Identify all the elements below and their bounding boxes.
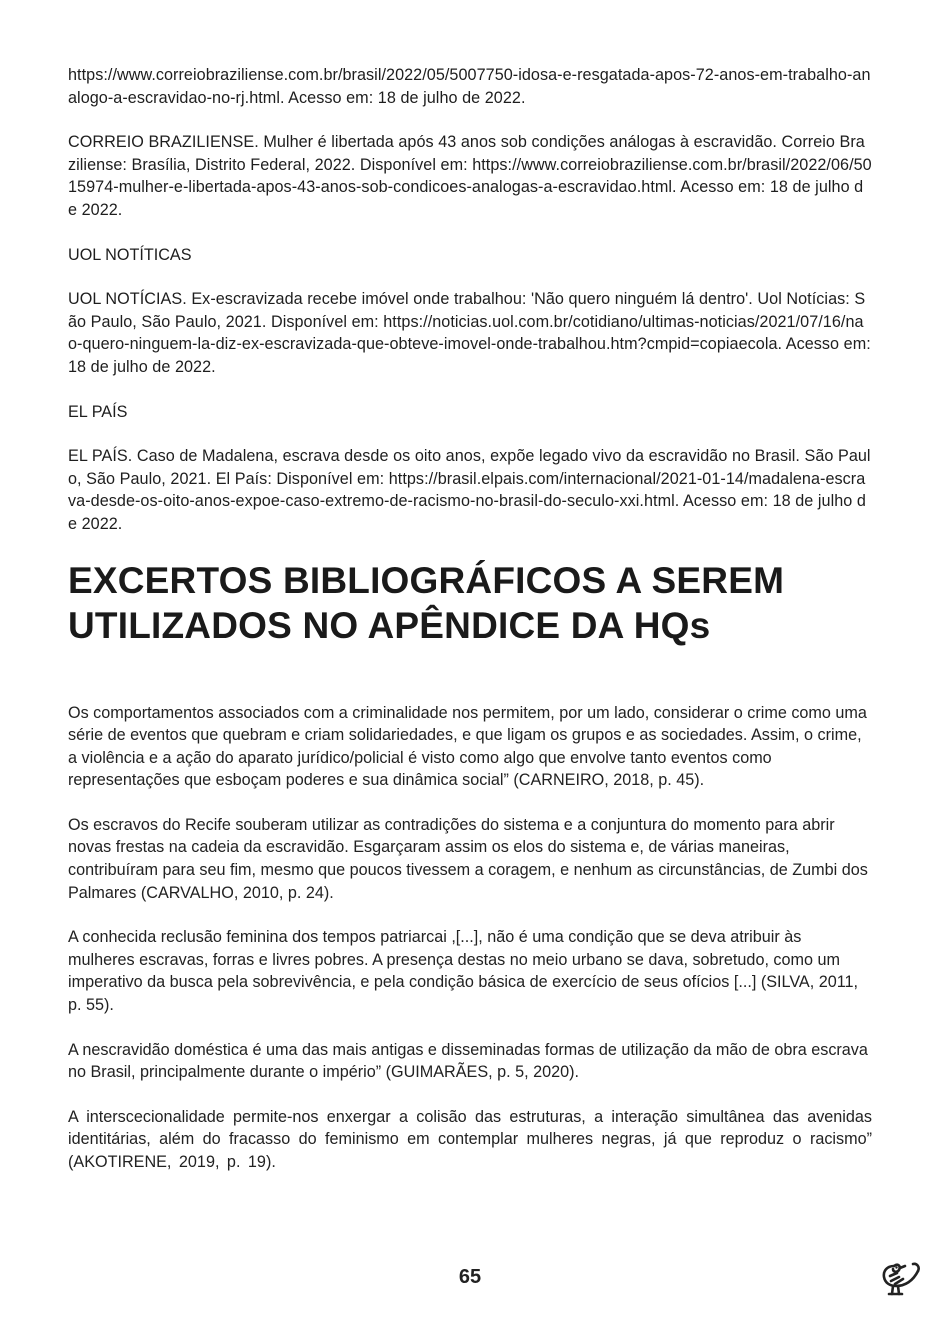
reference-uol: UOL NOTÍCIAS. Ex-escravizada recebe imóvel onde trabalhou: 'Não quero ninguém lá dentro'. Uol Notícias: São Paulo, São Paulo, 2021. Disponível em: https://noticias.uol.com.br/cotidiano/ultimas-noticias/2021/07/16/nao-quero-ninguem-la-diz-ex-escravizada-que-obteve-imovel-onde-trabalhou.htm?cmpid=copiaecola. Acesso em: 18 de julho de 2022.	[68, 290, 871, 376]
excerpt-guimaraes: A nescravidão doméstica é uma das mais antigas e disseminadas formas de utilização da mão de obra escrava no Brasil, principalmente durante o império” (GUIMARÃES, p. 5, 2020).	[68, 1040, 868, 1082]
reference-correio-idosa: https://www.correiobraziliense.com.br/brasil/2022/05/5007750-idosa-e-resgatada-apos-72-anos-em-trabalho-analogo-a-escravidao-no-rj.html. Acesso em: 18 de julho de 2022.	[68, 66, 871, 107]
excerpt-carvalho: Os escravos do Recife souberam utilizar as contradições do sistema e a conjuntura do momento para abrir novas frestas na cadeia da escravidão. Esgarçaram assim os elos do sistema e, de várias maneiras, contribuíram para seu fim, mesmo que poucos tivessem a coragem, e nenhum as circunstâncias, de Zumbi dos Palmares (CARVALHO, 2010, p. 24).	[68, 815, 868, 902]
excerpt-akotirene: A interscecionalidade permite-nos enxergar a colisão das estruturas, a interação simultânea das avenidas identitárias, além do fracasso do feminismo em contemplar mulheres negras, já que reproduz o racismo” (AKOTIRENE, 2019, p. 19).	[68, 1107, 872, 1171]
excerpt-silva: A conhecida reclusão feminina dos tempos patriarcai ,[...], não é uma condição que se deva atribuir às mulheres escravas, forras e livres pobres. A presença destas no meio urbano se dava, sobretudo, como um imperativo da busca pela sobrevivência, e pela condição básica de exercício de seus ofícios [...] (SILVA, 2011, p. 55).	[68, 928, 859, 1015]
section-heading: EXCERTOS BIBLIOGRÁFICOS A SEREM UTILIZADOS NO APÊNDICE DA HQs	[68, 559, 785, 646]
excerpt-carneiro: Os comportamentos associados com a criminalidade nos permitem, por um lado, considerar o crime como uma série de eventos que quebram e criam solidariedades, e que ligam os grupos e as sociedades. Assim, o crime, a violência e a ação do aparato jurídico/policial é visto como algo que envolve tanto eventos como representações que esboçam poderes e sua dinâmica social” (CARNEIRO, 2018, p. 45).	[68, 703, 867, 790]
sankofa-bird-icon	[878, 1256, 924, 1300]
page-number: 65	[458, 1266, 482, 1288]
excerpts-list	[68, 702, 872, 1174]
reference-elpais: EL PAÍS. Caso de Madalena, escrava desde os oito anos, expõe legado vivo da escravidão no Brasil. São Paulo, São Paulo, 2021. El País: Disponível em: https://brasil.elpais.com/internacional/2021-01-14/madalena-escrava-desde-os-oito-anos-expoe-caso-extremo-de-racismo-no-brasil-do-seculo-xxi.html. Acesso em: 18 de julho de 2022.	[68, 447, 871, 533]
section-label-elpais: EL PAÍS	[68, 402, 128, 421]
section-label-uol: UOL NOTÍTICAS	[68, 245, 192, 264]
reference-correio-mulher: CORREIO BRAZILIENSE. Mulher é libertada após 43 anos sob condições análogas à escravidão. Correio Braziliense: Brasília, Distrito Federal, 2022. Disponível em: https://www.correiobraziliense.com.br/brasil/2022/06/5015974-mulher-e-libertada-apos-43-anos-sob-condicoes-analogas-a-escravidao.html. Acesso em: 18 de julho de 2022.	[68, 133, 872, 219]
page-content	[68, 64, 872, 1196]
